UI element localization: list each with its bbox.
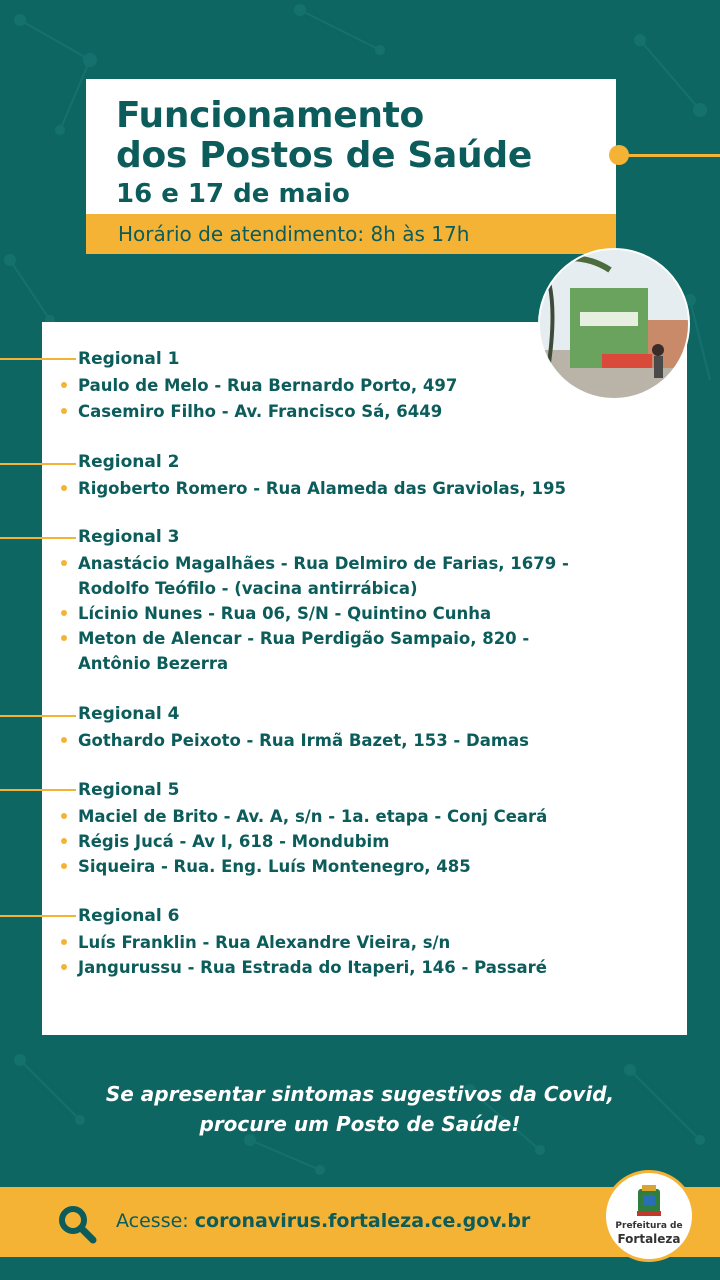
date-label: 16 e 17 de maio [116,179,350,209]
title-connector-line [625,154,720,157]
bullet-dot [61,964,67,970]
regional-3-connector-line [0,537,76,539]
regional-1-item-2: Casemiro Filho - Av. Francisco Sá, 6449 [78,402,443,421]
bullet-dot [61,939,67,945]
access-label: Acesse: [116,1210,189,1232]
regional-6-item-1: Luís Franklin - Rua Alexandre Vieira, s/n [78,933,451,952]
regional-6-title: Regional 6 [78,906,180,926]
regional-2-title: Regional 2 [78,452,180,472]
bullet-dot [61,737,67,743]
regional-5-title: Regional 5 [78,780,180,800]
health-post-photo [538,248,690,400]
regional-2-item-1: Rigoberto Romero - Rua Alameda das Graviolas, 195 [78,479,566,498]
search-icon [56,1203,98,1245]
covid-notice-line-2: procure um Posto de Saúde! [199,1112,521,1136]
regional-5-item-2: Régis Jucá - Av I, 618 - Mondubim [78,832,390,851]
regional-3-title: Regional 3 [78,527,180,547]
regional-3-item-3-cont: Antônio Bezerra [78,654,229,673]
access-text [116,1208,530,1234]
bullet-dot [61,408,67,414]
bullet-dot [61,813,67,819]
bullet-dot [61,485,67,491]
regional-1-connector-line [0,358,76,360]
bullet-dot [61,560,67,566]
crest-icon [634,1183,664,1219]
regional-3-item-3: Meton de Alencar - Rua Perdigão Sampaio, 820 - [78,629,530,648]
regional-4-item-1: Gothardo Peixoto - Rua Irmã Bazet, 153 - Damas [78,731,529,750]
bullet-dot [61,838,67,844]
health-posts-list-card [42,322,687,1035]
regional-4-connector-line [0,715,76,717]
regional-5-connector-line [0,789,76,791]
hours-bar [86,214,616,254]
bullet-dot [61,610,67,616]
regional-3-item-1: Anastácio Magalhães - Rua Delmiro de Farias, 1679 - [78,554,569,573]
bullet-dot [61,863,67,869]
regional-1-item-1: Paulo de Melo - Rua Bernardo Porto, 497 [78,376,458,395]
logo-label-bottom: Fortaleza [617,1232,681,1246]
regional-2-connector-line [0,463,76,465]
title-box [86,79,616,214]
regional-3-item-2: Lícinio Nunes - Rua 06, S/N - Quintino Cunha [78,604,492,623]
bullet-dot [61,635,67,641]
title-connector-dot [609,145,629,165]
regional-6-connector-line [0,915,76,917]
prefeitura-logo [603,1170,695,1262]
regional-4-title: Regional 4 [78,704,180,724]
page-title-line-1: Funcionamento [116,95,424,136]
regional-5-item-3: Siqueira - Rua. Eng. Luís Montenegro, 485 [78,857,471,876]
covid-notice-line-1: Se apresentar sintomas sugestivos da Covid, [105,1082,615,1106]
website-link[interactable]: coronavirus.fortaleza.ce.gov.br [194,1210,531,1232]
regional-1-title: Regional 1 [78,349,180,369]
regional-6-item-2: Jangurussu - Rua Estrada do Itaperi, 146 - Passaré [78,958,547,977]
page-title-line-2: dos Postos de Saúde [116,135,532,176]
regional-3-item-1-cont: Rodolfo Teófilo - (vacina antirrábica) [78,579,418,598]
hours-text: Horário de atendimento: 8h às 17h [118,222,470,246]
logo-label-top: Prefeitura de [615,1221,683,1231]
regional-5-item-1: Maciel de Brito - Av. A, s/n - 1a. etapa - Conj Ceará [78,807,548,826]
bullet-dot [61,382,67,388]
